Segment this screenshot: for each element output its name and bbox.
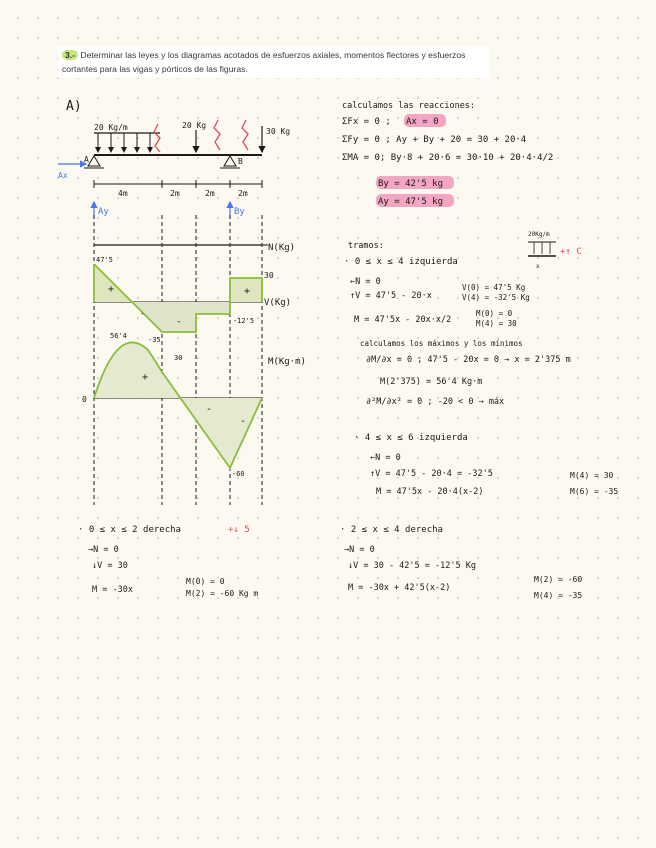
m-value-min: -60 bbox=[232, 470, 245, 478]
by-label: By bbox=[234, 207, 245, 217]
point-load-end-label: 30 Kg bbox=[266, 127, 291, 136]
tramo4-m4: M(4) = -35 bbox=[534, 591, 583, 600]
v-value-1: 47'5 bbox=[96, 256, 113, 264]
reactions-ay: Ay = 47'5 kg bbox=[378, 197, 444, 207]
tramo1-m: M = 47'5x - 20x·x/2 bbox=[354, 315, 452, 325]
tramo4-m: M = -30x + 42'5(x-2) bbox=[348, 583, 451, 593]
support-b-label: B bbox=[238, 157, 243, 166]
tramo2-v: ↑V = 47'5 - 20·4 = -32'5 bbox=[370, 469, 493, 479]
axial-diagram bbox=[94, 243, 295, 253]
tramo1-n: ←N = 0 bbox=[350, 277, 381, 287]
beam-figure bbox=[58, 99, 290, 218]
tramo1-x: x bbox=[536, 263, 540, 270]
ax-label: Ax bbox=[58, 171, 68, 180]
tramo3-m2: M(2) = -60 Kg m bbox=[186, 589, 259, 598]
tramo4-v: ↓V = 30 - 42'5 = -12'5 Kg bbox=[348, 561, 476, 571]
v-value-3: -12'5 bbox=[233, 317, 255, 325]
tramos-title: tramos: bbox=[348, 241, 384, 251]
v-axis-label: V(Kg) bbox=[264, 298, 292, 308]
tramo1-load: 20Kg/m bbox=[528, 231, 550, 238]
max-line-3: ∂²M/∂x² = 0 ; -20 < 0 → máx bbox=[366, 397, 505, 407]
reactions-l1b: Ax = 0 bbox=[406, 117, 439, 127]
tramo1-title: · 0 ≤ x ≤ 4 izquierda bbox=[344, 257, 458, 267]
sign-v-3: + bbox=[244, 286, 251, 297]
sign-m-0: + bbox=[142, 372, 149, 383]
sign-m-1: - bbox=[206, 404, 213, 415]
tramo3-m0: M(0) = 0 bbox=[186, 577, 225, 586]
dist-load-arrows bbox=[98, 133, 150, 152]
reactions-l1a: ΣFx = 0 ; bbox=[342, 117, 391, 127]
tramo4-title: · 2 ≤ x ≤ 4 derecha bbox=[340, 525, 443, 535]
ay-label: Ay bbox=[98, 207, 109, 217]
reactions-block bbox=[342, 101, 553, 207]
dist-load-label: 20 Kg/m bbox=[94, 123, 128, 132]
reactions-l3: ΣMA = 0; By·8 + 20·6 = 30·10 + 20·4·4/2 bbox=[342, 153, 554, 163]
n-axis-label: N(Kg) bbox=[268, 243, 296, 253]
moment-diagram bbox=[82, 332, 306, 478]
tramo3-m: M = -30x bbox=[92, 585, 133, 595]
tramo1-m4: M(4) = 30 bbox=[476, 319, 517, 328]
problem-text: Determinar las leyes y los diagramas acotados de esfuerzos axiales, momentos flectores y esfuerzos cortantes para las vigas y pórticos de las figuras. bbox=[62, 50, 466, 74]
tramo3-sign: +↓ 5 bbox=[228, 525, 250, 535]
tramo2-title: · 4 ≤ x ≤ 6 izquierda bbox=[354, 433, 468, 443]
max-title: calculamos los máximos y los mínimos bbox=[360, 339, 523, 348]
m-value-2: -35 bbox=[148, 336, 161, 344]
tramo1-sign: +↑ C bbox=[560, 247, 582, 257]
support-b-icon bbox=[224, 156, 236, 166]
support-a-label: A bbox=[84, 155, 89, 164]
part-label: A) bbox=[66, 99, 82, 114]
reactions-title: calculamos las reacciones: bbox=[342, 101, 476, 111]
tramo4-m2: M(2) = -60 bbox=[534, 575, 583, 584]
max-line-1: ∂M/∂x = 0 ; 47'5 - 20x = 0 → x = 2'375 m bbox=[366, 355, 571, 365]
sign-v-2: - bbox=[176, 317, 182, 327]
max-line-2: M(2'375) = 56'4 Kg·m bbox=[380, 377, 483, 387]
tramo1-v4: V(4) = -32'5 Kg bbox=[462, 293, 530, 302]
reactions-by: By = 42'5 kg bbox=[378, 179, 444, 189]
dim-1: 4m bbox=[118, 189, 128, 198]
m-value-origin: 0 bbox=[82, 395, 87, 404]
tramo2-m6: M(6) = -35 bbox=[570, 487, 619, 496]
sign-m-2: - bbox=[240, 416, 247, 427]
tramo4-n: →N = 0 bbox=[344, 545, 375, 555]
point-load-mid-label: 20 Kg bbox=[182, 121, 207, 130]
m-value-3: 30 bbox=[174, 354, 183, 362]
tramo3-v: ↓V = 30 bbox=[92, 561, 128, 571]
dim-3: 2m bbox=[205, 189, 215, 198]
tramo2-m4: M(4) = 30 bbox=[570, 471, 614, 480]
tramo1-v: ↑V = 47'5 - 20·x bbox=[350, 291, 432, 301]
sign-v-0: + bbox=[108, 284, 115, 295]
dim-4: 2m bbox=[238, 189, 248, 198]
tramo1-m0: M(0) = 0 bbox=[476, 309, 513, 318]
tramo3-n: →N = 0 bbox=[88, 545, 119, 555]
dim-2: 2m bbox=[170, 189, 180, 198]
sign-v-1: - bbox=[140, 309, 145, 318]
m-value-max: 56'4 bbox=[110, 332, 127, 340]
tramos-block bbox=[78, 231, 618, 600]
reactions-l2: ΣFy = 0 ; Ay + By + 20 = 30 + 20·4 bbox=[342, 135, 527, 145]
m-axis-label: M(Kg·m) bbox=[268, 357, 306, 367]
tramo2-n: ←N = 0 bbox=[370, 453, 401, 463]
tramo3-title: · 0 ≤ x ≤ 2 derecha bbox=[78, 525, 181, 535]
tramo1-v0: V(0) = 47'5 Kg bbox=[462, 283, 526, 292]
tramo2-m: M = 47'5x - 20·4(x-2) bbox=[376, 487, 484, 497]
v-value-2: 30 bbox=[264, 271, 274, 280]
problem-number: 3.- bbox=[62, 50, 78, 60]
support-a-icon bbox=[88, 156, 100, 166]
